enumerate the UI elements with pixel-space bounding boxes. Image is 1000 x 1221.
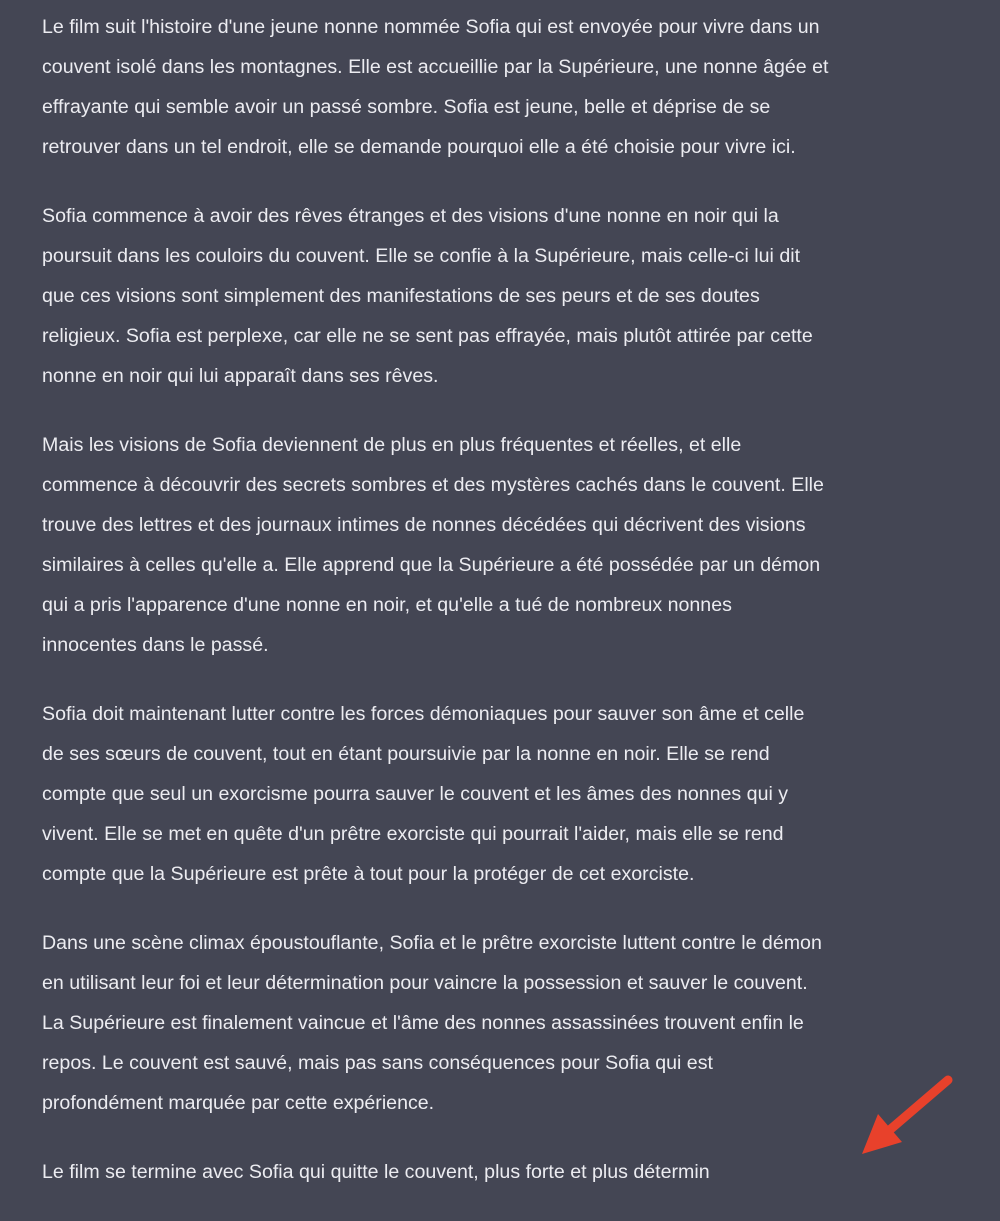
paragraph-line: Sofia commence à avoir des rêves étranges et des visions d'une nonne en noir qui la bbox=[42, 205, 779, 227]
paragraph-line: profondément marquée par cette expérience. bbox=[42, 1092, 435, 1114]
paragraph-line: Sofia doit maintenant lutter contre les forces démoniaques pour sauver son âme et celle bbox=[42, 703, 805, 725]
paragraph-line: Dans une scène climax époustouflante, Sofia et le prêtre exorciste luttent contre le démon bbox=[42, 932, 822, 954]
paragraph-line: compte que la Supérieure est prête à tout pour la protéger de cet exorciste. bbox=[42, 863, 695, 885]
assistant-response bbox=[42, 7, 982, 1221]
paragraph-line: effrayante qui semble avoir un passé sombre. Sofia est jeune, belle et déprise de se bbox=[42, 96, 771, 118]
paragraph-line: Le film se termine avec Sofia qui quitte le couvent, plus forte et plus détermin bbox=[42, 1161, 710, 1183]
paragraph-line: innocentes dans le passé. bbox=[42, 634, 269, 656]
paragraph-line: commence à découvrir des secrets sombres et des mystères cachés dans le couvent. Elle bbox=[42, 474, 824, 496]
response-paragraph bbox=[42, 1152, 982, 1192]
paragraph-line: trouve des lettres et des journaux intimes de nonnes décédées qui décrivent des visions bbox=[42, 514, 806, 536]
paragraph-line: qui a pris l'apparence d'une nonne en noir, et qu'elle a tué de nombreux nonnes bbox=[42, 594, 732, 616]
paragraph-line: similaires à celles qu'elle a. Elle apprend que la Supérieure a été possédée par un démon bbox=[42, 554, 821, 576]
response-paragraph bbox=[42, 425, 982, 665]
paragraph-line: religieux. Sofia est perplexe, car elle ne se sent pas effrayée, mais plutôt attirée par cette bbox=[42, 325, 813, 347]
paragraph-line: vivent. Elle se met en quête d'un prêtre exorciste qui pourrait l'aider, mais elle se rend bbox=[42, 823, 784, 845]
paragraph-line: de ses sœurs de couvent, tout en étant poursuivie par la nonne en noir. Elle se rend bbox=[42, 743, 770, 765]
paragraph-line: poursuit dans les couloirs du couvent. Elle se confie à la Supérieure, mais celle-ci lui dit bbox=[42, 245, 801, 267]
response-paragraph bbox=[42, 923, 982, 1123]
paragraph-line: couvent isolé dans les montagnes. Elle est accueillie par la Supérieure, une nonne âgée et bbox=[42, 56, 829, 78]
paragraph-line: repos. Le couvent est sauvé, mais pas sans conséquences pour Sofia qui est bbox=[42, 1052, 713, 1074]
paragraph-line: compte que seul un exorcisme pourra sauver le couvent et les âmes des nonnes qui y bbox=[42, 783, 789, 805]
response-paragraph bbox=[42, 7, 982, 167]
paragraph-line: nonne en noir qui lui apparaît dans ses rêves. bbox=[42, 365, 439, 387]
paragraph-line: Mais les visions de Sofia deviennent de plus en plus fréquentes et réelles, et elle bbox=[42, 434, 742, 456]
paragraph-line: que ces visions sont simplement des manifestations de ses peurs et de ses doutes bbox=[42, 285, 760, 307]
paragraph-line: en utilisant leur foi et leur détermination pour vaincre la possession et sauver le couvent. bbox=[42, 972, 808, 994]
paragraph-line: La Supérieure est finalement vaincue et l'âme des nonnes assassinées trouvent enfin le bbox=[42, 1012, 804, 1034]
paragraph-line: Le film suit l'histoire d'une jeune nonne nommée Sofia qui est envoyée pour vivre dans un bbox=[42, 16, 820, 38]
arrow-down-left-icon bbox=[850, 1070, 960, 1165]
response-paragraph bbox=[42, 694, 982, 894]
response-paragraph bbox=[42, 196, 982, 396]
paragraph-line: retrouver dans un tel endroit, elle se demande pourquoi elle a été choisie pour vivre ici. bbox=[42, 136, 796, 158]
